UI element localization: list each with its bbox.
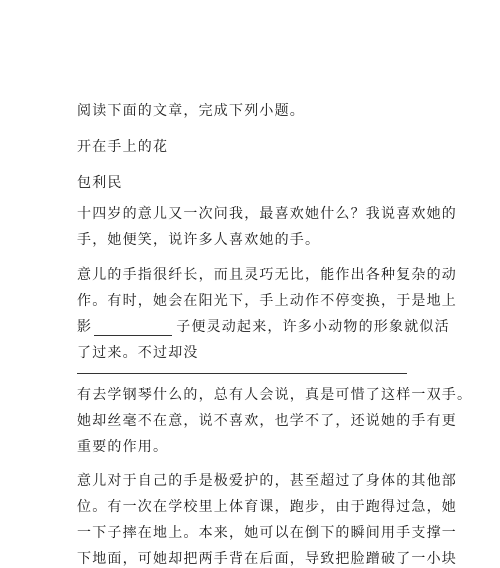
paragraph-1-line-2: 手，她便笑，说许多人喜欢她的手。 [77, 232, 321, 248]
paragraph-4-line-1: 意儿对于自己的手是极爱护的，甚至超过了身体的其他部 [77, 473, 457, 489]
paragraph-3-line-3: 重要的作用。 [77, 439, 169, 455]
paragraph-2-line-4: 了过来。不过却没 [77, 345, 199, 361]
answer-blank [94, 321, 172, 336]
paragraph-3-line-2: 她却丝毫不在意，说不喜欢，也学不了，还说她的手有更 [77, 413, 457, 429]
paragraph-2-line-3-end: 子便灵动起来，许多小动物的形象就似活 [176, 319, 450, 335]
paragraph-2-line-2: 作。有时，她会在阳光下，手上动作不停变换，于是地上 [77, 293, 457, 309]
instruction-text: 阅读下面的文章，完成下列小题。 [77, 103, 305, 119]
article-author: 包利民 [77, 175, 123, 191]
paragraph-2-line-3 [77, 318, 450, 336]
page-divider [77, 373, 407, 374]
paragraph-3-line-1: 有去学钢琴什么的，总有人会说，真是可惜了这样一双手。 [77, 387, 473, 403]
article-title: 开在手上的花 [77, 139, 169, 155]
paragraph-4-line-4: 下地面，可她却把两手背在后面，导致把脸蹭破了一小块 [77, 551, 457, 567]
paragraph-2-line-3-start: 影 [77, 319, 93, 335]
paragraph-1-line-1: 十四岁的意儿又一次问我，最喜欢她什么？我说喜欢她的 [77, 206, 457, 222]
paragraph-4-line-2: 位。有一次在学校里上体育课，跑步，由于跑得过急，她 [77, 499, 457, 515]
paragraph-2-line-1: 意儿的手指很纤长，而且灵巧无比，能作出各种复杂的动 [77, 267, 457, 283]
paragraph-4-line-3: 一下子摔在地上。本来，她可以在倒下的瞬间用手支撑一 [77, 525, 457, 541]
